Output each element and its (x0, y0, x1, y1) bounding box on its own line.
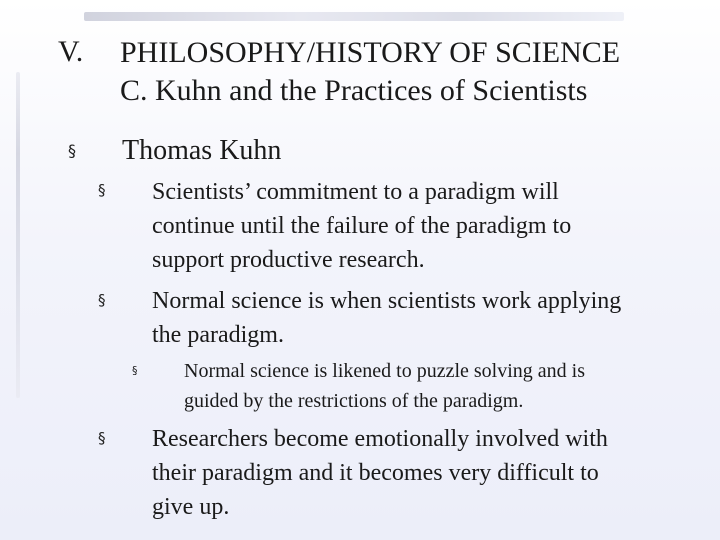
sub-bullet-icon: § (132, 364, 138, 377)
bullet-icon: § (68, 141, 76, 160)
bullet-emotional-involvement (152, 422, 712, 524)
bullet-icon: § (98, 291, 106, 309)
bullet-line: Normal science is when scientists work applying (152, 288, 622, 314)
title-line-1: PHILOSOPHY/HISTORY OF SCIENCE (120, 36, 621, 69)
bullet-thomas-kuhn: Thomas Kuhn (122, 135, 282, 166)
bullet-line: guided by the restrictions of the paradigm. (184, 390, 524, 412)
bullet-line: continue until the failure of the paradigm to (152, 213, 572, 239)
bullet-line: their paradigm and it becomes very difficult to (152, 460, 599, 486)
bullet-paradigm-commitment (152, 175, 712, 277)
sub-bullet-puzzle-solving (184, 356, 684, 416)
title-number: V. (58, 35, 84, 68)
top-decorative-rule (84, 12, 624, 21)
bullet-icon: § (98, 429, 106, 447)
title-line-2: C. Kuhn and the Practices of Scientists (120, 74, 588, 107)
bullet-line: the paradigm. (152, 322, 284, 348)
bullet-line: Researchers become emotionally involved with (152, 426, 608, 452)
bullet-icon: § (98, 181, 106, 199)
bullet-line: Scientists’ commitment to a paradigm will (152, 179, 559, 205)
bullet-line: Normal science is likened to puzzle solving and is (184, 360, 586, 382)
left-decorative-rule (16, 72, 20, 398)
bullet-line: give up. (152, 494, 230, 520)
bullet-normal-science (152, 284, 712, 352)
bullet-line: support productive research. (152, 247, 425, 273)
slide-title (120, 34, 620, 110)
